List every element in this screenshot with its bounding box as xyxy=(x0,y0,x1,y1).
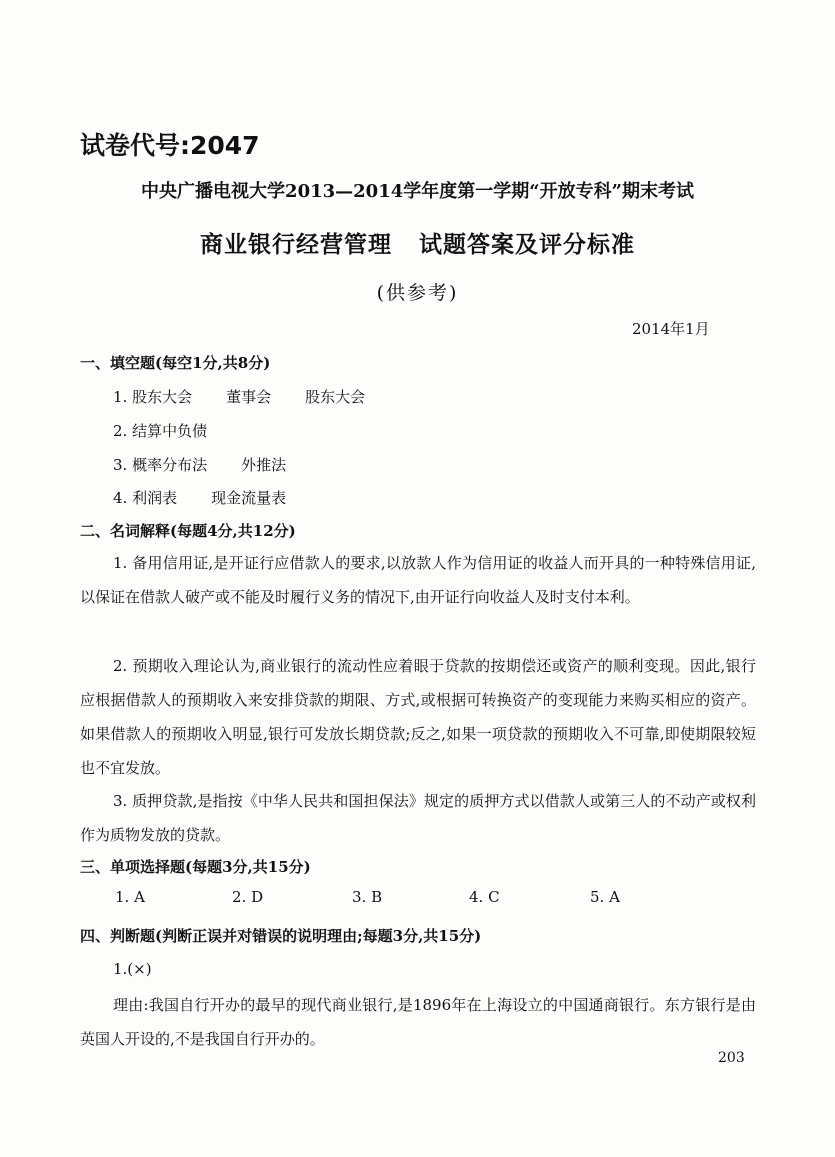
choice-answer-4: 4. C xyxy=(469,888,500,906)
choice-answer-2: 2. D xyxy=(232,888,264,906)
definition-paragraph-3: 3. 质押贷款,是指按《中华人民共和国担保法》规定的质押方式以借款人或第三人的不动产或权利作为质物发放的贷款。 xyxy=(80,792,756,844)
fill-answer-text: 现金流量表 xyxy=(211,489,287,507)
paper-code: 试卷代号:2047 xyxy=(80,131,260,160)
fill-answer-text: 外推法 xyxy=(241,456,287,474)
fill-answer-1 xyxy=(113,386,399,407)
fill-answer-text: 2. 结算中负债 xyxy=(113,422,208,440)
choice-answer-5: 5. A xyxy=(590,888,620,906)
section-3-heading: 三、单项选择题(每题3分,共15分) xyxy=(80,858,311,876)
section-2-heading: 二、名词解释(每题4分,共12分) xyxy=(80,522,296,540)
definition-paragraph-2: 2. 预期收入理论认为,商业银行的流动性应着眼于贷款的按期偿还或资产的顺利变现。因此,银行应根据借款人的预期收入来安排贷款的期限、方式,或根据可转换资产的变现能力来购买相应的资产。如果借款人的预期收入明显,银行可发放长期贷款;反之,如果一项贷款的预期收入不可靠,即使期限较短也不宜发放。 xyxy=(80,657,756,777)
fill-answer-3 xyxy=(113,454,320,475)
exam-name: 中央广播电视大学2013—2014学年度第一学期“开放专科”期末考试 xyxy=(141,181,694,202)
page-number: 203 xyxy=(718,1050,745,1066)
choice-answer-1: 1. A xyxy=(115,888,145,906)
fill-answer-4 xyxy=(113,487,320,508)
fill-answer-text: 董事会 xyxy=(226,388,272,406)
fill-answer-2 xyxy=(113,420,241,441)
choice-answer-3: 3. B xyxy=(352,888,383,906)
definition-paragraph-1: 1. 备用信用证,是开证行应借款人的要求,以放款人作为信用证的收益人而开具的一种特殊信用证,以保证在借款人破产或不能及时履行义务的情况下,由开证行向收益人及时支付本利。 xyxy=(80,554,756,606)
judgment-answer-1: 1.(×) xyxy=(113,960,152,978)
fill-answer-text: 1. 股东大会 xyxy=(113,388,193,406)
fill-answer-text: 股东大会 xyxy=(305,388,366,406)
document-date: 2014年1月 xyxy=(632,320,710,338)
judgment-reason-1: 理由:我国自行开办的最早的现代商业银行,是1896年在上海设立的中国通商银行。东方银行是由英国人开设的,不是我国自行开办的。 xyxy=(80,996,756,1048)
document-subtitle: (供参考) xyxy=(376,282,459,304)
fill-answer-text: 4. 利润表 xyxy=(113,489,178,507)
document-title: 商业银行经营管理 试题答案及评分标准 xyxy=(199,231,636,258)
section-1-heading: 一、填空题(每空1分,共8分) xyxy=(80,354,271,372)
fill-answer-text: 3. 概率分布法 xyxy=(113,456,208,474)
section-4-heading: 四、判断题(判断正误并对错误的说明理由;每题3分,共15分) xyxy=(80,927,482,945)
